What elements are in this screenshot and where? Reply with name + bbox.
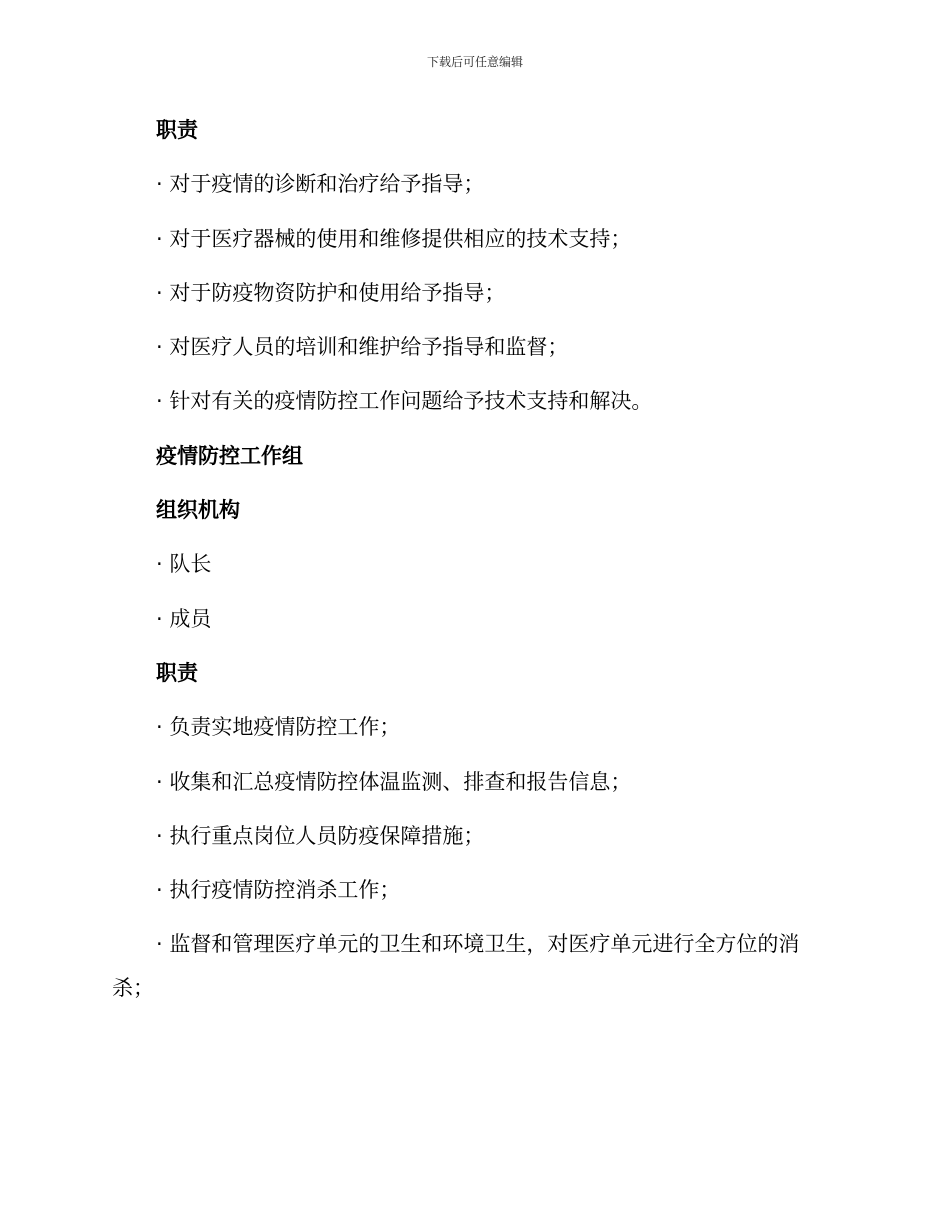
page-header: 下载后可任意编辑	[426, 55, 523, 69]
list-item: · 对于医疗器械的使用和维修提供相应的技术支持；	[156, 226, 632, 251]
document-body	[112, 108, 828, 1021]
list-item: · 对于防疫物资防护和使用给予指导；	[156, 280, 506, 305]
list-item: · 负责实地疫情防控工作；	[156, 715, 401, 740]
section-heading-working-group: 疫情防控工作组	[156, 443, 303, 468]
section-heading-organization: 组织机构	[156, 498, 240, 523]
list-item: · 对于疫情的诊断和治疗给予指导；	[156, 172, 485, 197]
section-heading-duties: 职责	[156, 660, 198, 685]
list-item: · 执行重点岗位人员防疫保障措施；	[156, 823, 485, 848]
section-heading-duties: 职责	[156, 118, 198, 142]
list-item: · 对医疗人员的培训和维护给予指导和监督；	[156, 335, 569, 360]
list-item: · 收集和汇总疫情防控体温监测、排查和报告信息；	[156, 769, 632, 794]
list-item: · 成员	[156, 606, 212, 631]
list-item: · 队长	[156, 552, 212, 577]
list-item: · 针对有关的疫情防控工作问题给予技术支持和解决。	[156, 389, 653, 414]
list-item: · 监督和管理医疗单元的卫生和环境卫生，对医疗单元进行全方位的消杀；	[112, 932, 800, 1001]
list-item: · 执行疫情防控消杀工作；	[156, 878, 401, 903]
